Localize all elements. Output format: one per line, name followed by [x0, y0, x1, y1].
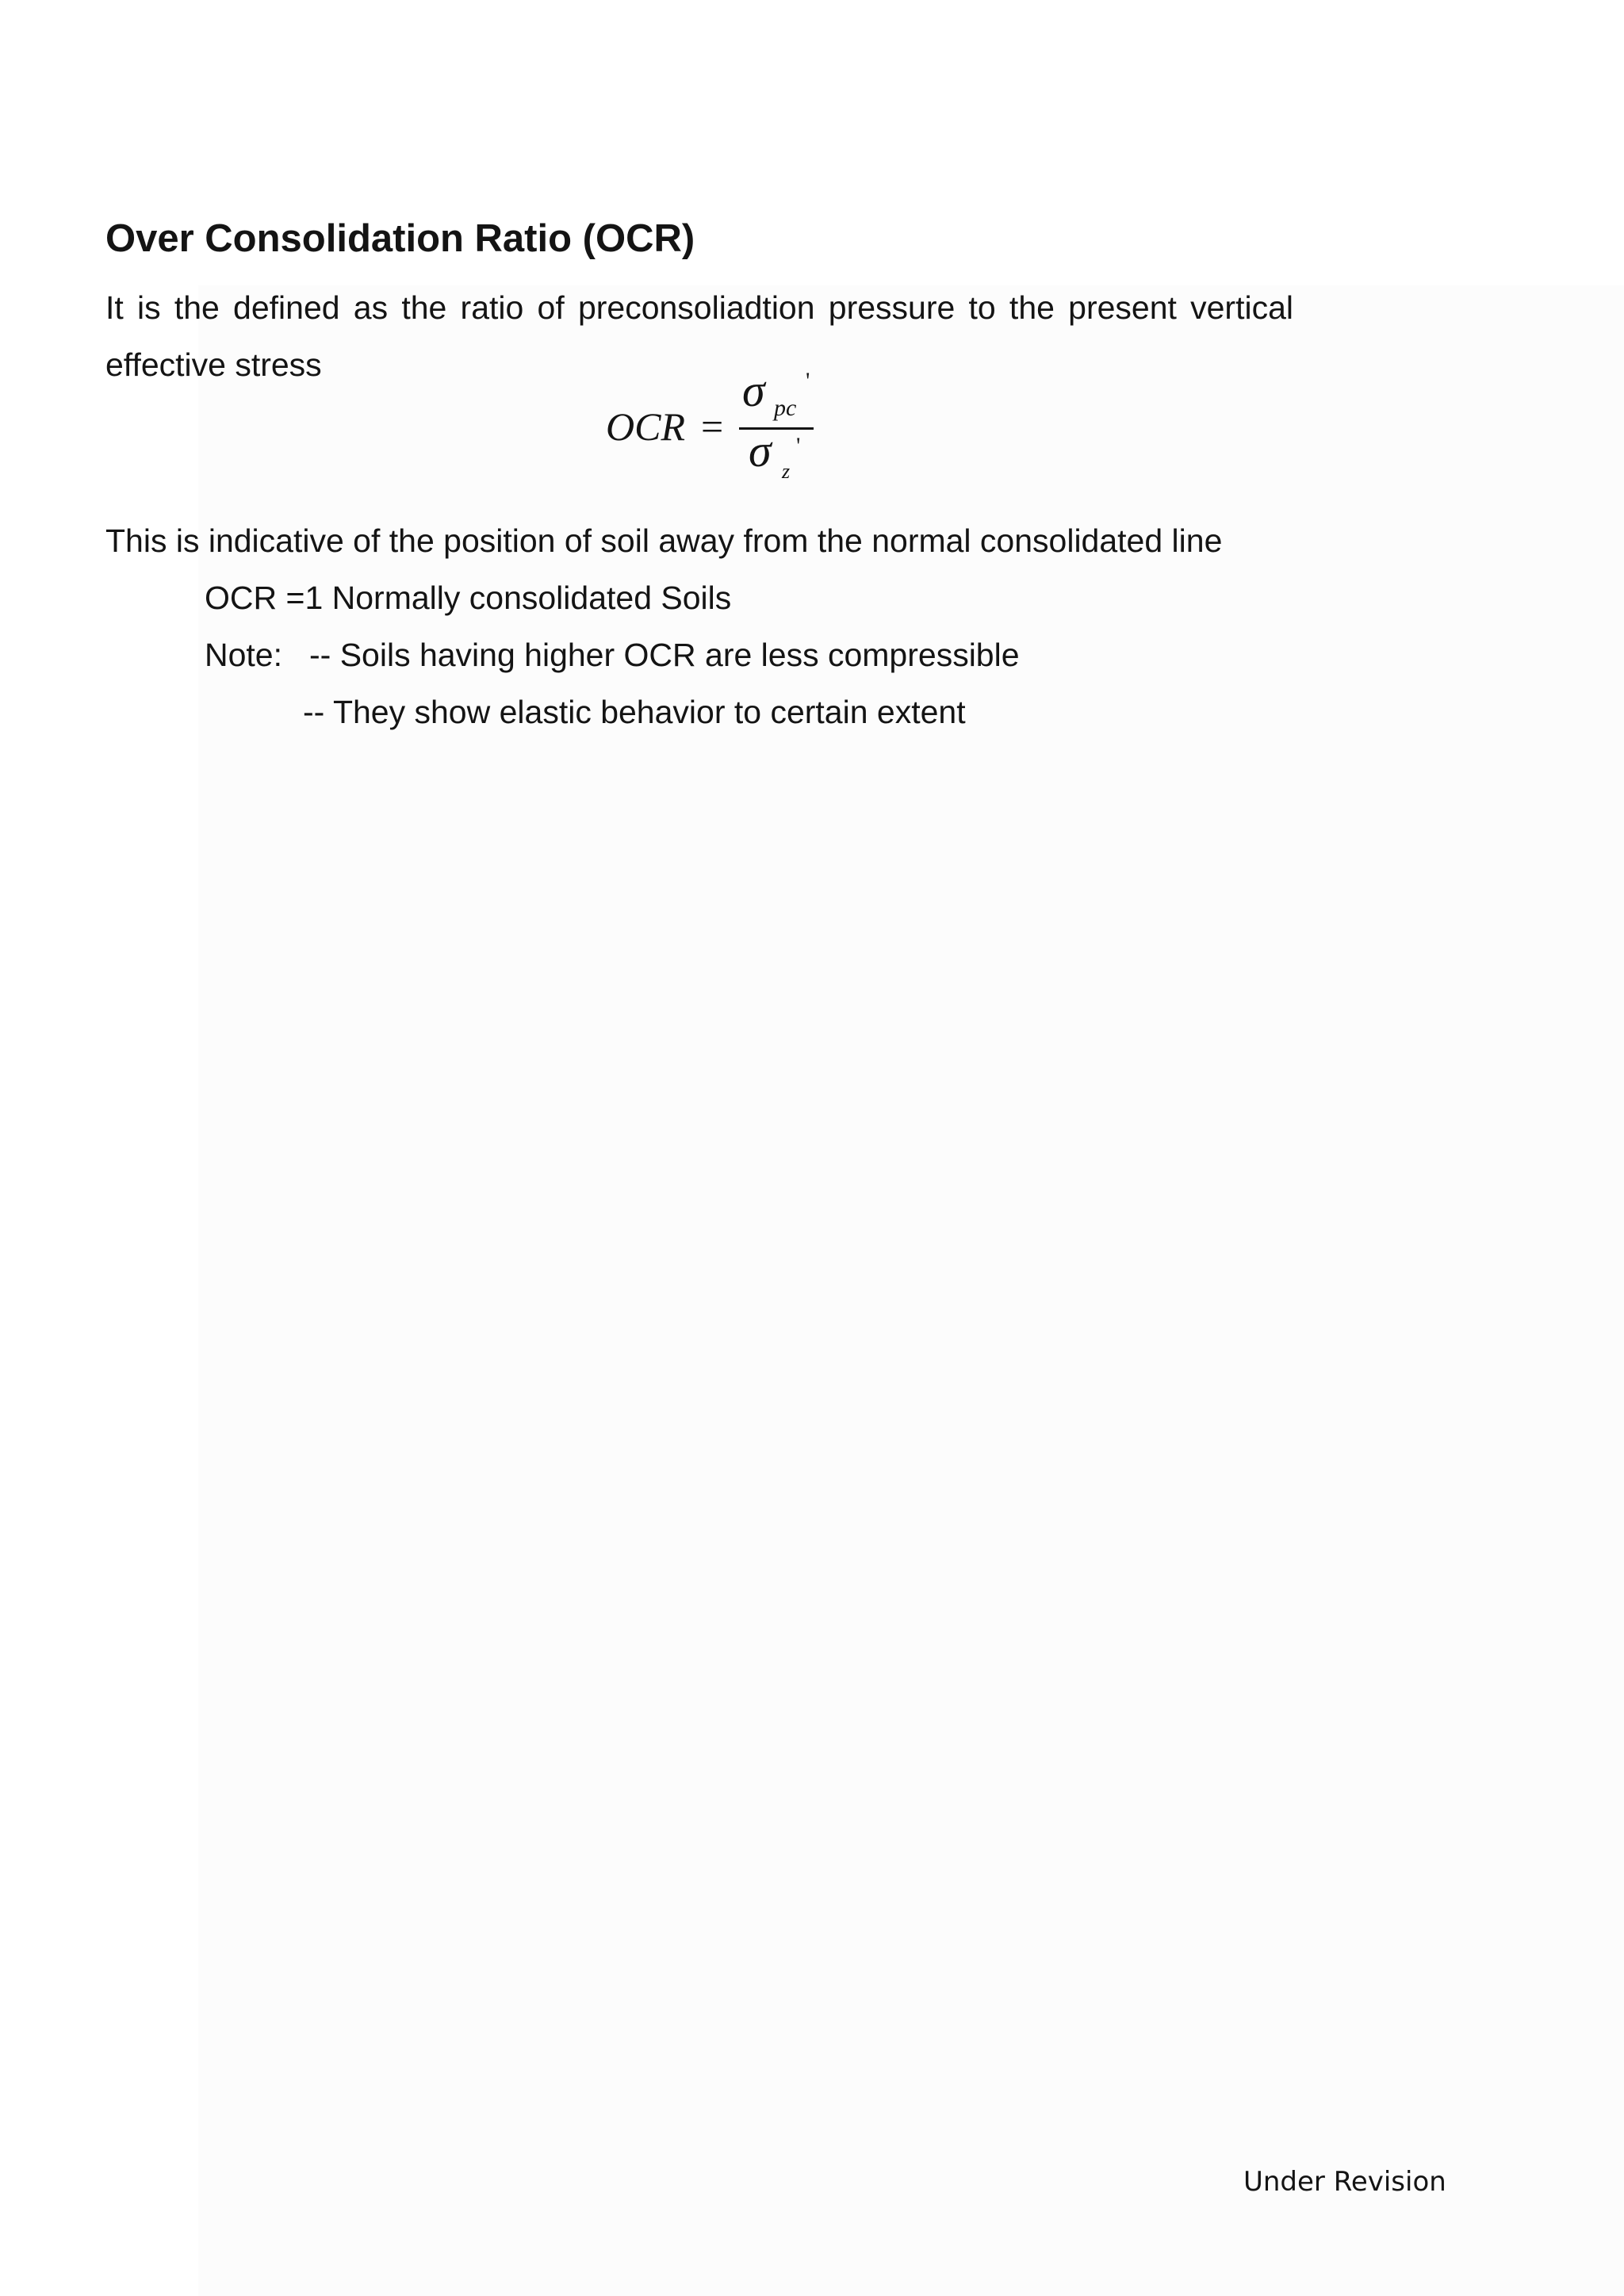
definition-line-1: It is the defined as the ratio of preconsoliadtion pressure to the present vertical	[105, 289, 1293, 326]
numerator-sigma: σ	[742, 365, 765, 416]
definition-line-2: effective stress	[105, 346, 322, 383]
ocr-formula	[606, 365, 844, 490]
numerator-prime: '	[806, 368, 810, 394]
denominator-sigma: σ	[749, 425, 772, 476]
footer-status: Under Revision	[1243, 2166, 1446, 2198]
formula-lhs: OCR	[606, 404, 685, 449]
note-item: -- Soils having higher OCR are less compressible	[309, 637, 1020, 673]
ocr-normally-consolidated: OCR =1 Normally consolidated Soils	[205, 580, 732, 616]
numerator-subscript: pc	[774, 395, 797, 421]
denominator-subscript: z	[782, 460, 791, 483]
indicative-text: This is indicative of the position of soil away from the normal consolidated line	[105, 522, 1223, 559]
formula-equals: =	[701, 404, 724, 449]
note-item: -- They show elastic behavior to certain extent	[303, 694, 966, 730]
denominator-prime: '	[796, 433, 801, 459]
note-label: Note:	[205, 637, 282, 673]
section-title: Over Consolidation Ratio (OCR)	[105, 217, 695, 260]
